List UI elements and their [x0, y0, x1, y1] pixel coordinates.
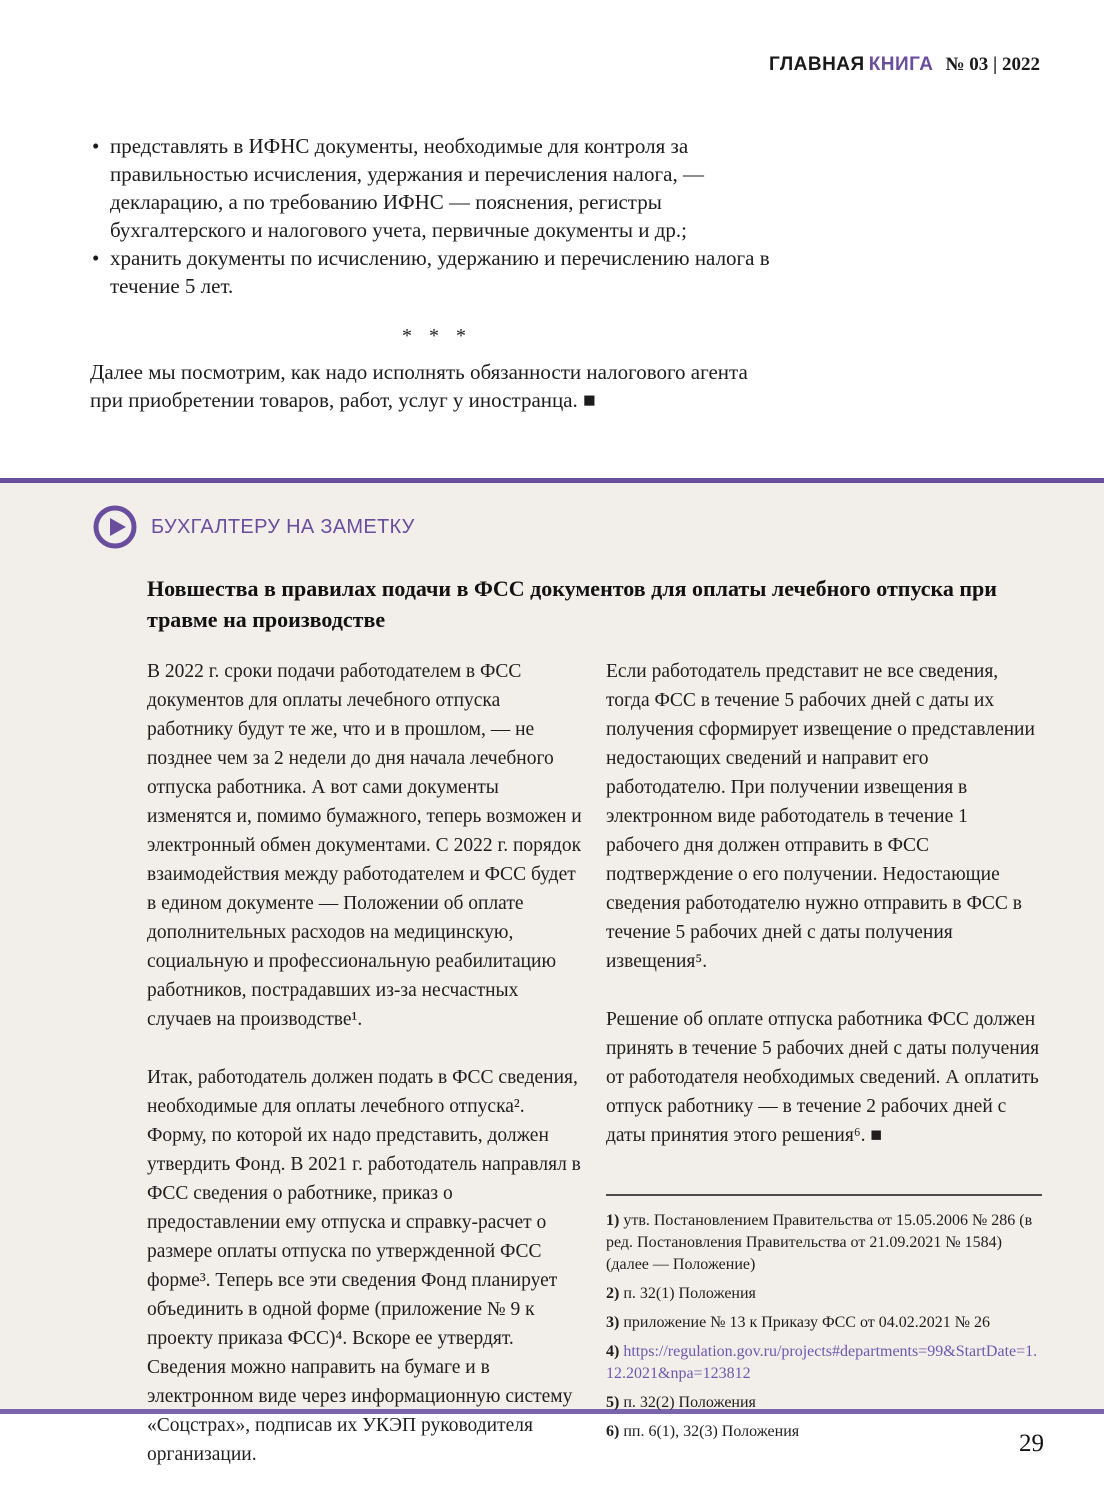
- play-icon: [93, 505, 137, 549]
- issue-number: № 03 | 2022: [945, 54, 1040, 75]
- body-paragraph: Итак, работодатель должен подать в ФСС сведения, необходимые для оплаты лечебного отпуска². Форму, по которой их надо представить, должен утвердить Фонд. В 2021 г. работодатель направлял в ФСС сведения о работнике, приказ о предоставлении ему отпуска и справку-расчет о размере оплаты отпуска по утвержденной ФСС форме³. Теперь все эти сведения Фонд планирует объединить в одной форме (приложение № 9 к проекту приказа ФСС)⁴. Вскоре ее утвердят. Сведения можно направить на бумаге и в электронном виде через информационную систему «Соцстрах», подписав их УКЭП руководителя организации.: [147, 1067, 581, 1465]
- article-columns: [147, 657, 1042, 1469]
- footnote: [606, 1392, 1042, 1414]
- footnote: [606, 1421, 1042, 1443]
- body-paragraph: Решение об оплате отпуска работника ФСС должен принять в течение 5 рабочих дней с даты получения от работодателя необходимых сведений. А оплатить отпуск работнику — в течение 2 рабочих дней с даты принятия этого решения⁶. ■: [606, 1009, 1040, 1146]
- footnotes-block: [606, 1210, 1042, 1443]
- footnote-marker: 3): [606, 1314, 620, 1331]
- footnote: [606, 1210, 1042, 1276]
- section-separator: * * *: [402, 325, 472, 347]
- duty-list: [90, 132, 784, 300]
- footnote-marker: 2): [606, 1285, 620, 1302]
- footnote: [606, 1283, 1042, 1305]
- footnote-text: п. 32(2) Положения: [623, 1394, 756, 1411]
- body-paragraph: В 2022 г. сроки подачи работодателем в ФСС документов для оплаты лечебного отпуска работнику будут те же, что и в прошлом, — не позднее чем за 2 недели до дня начала лечебного отпуска работника. А вот сами документы изменятся и, помимо бумажного, теперь возможен и электронный обмен документами. С 2022 г. порядок взаимодействия между работодателем и ФСС будет в едином документе — Положении об оплате дополнительных расходов на медицинскую, социальную и профессиональную реабилитацию работников, пострадавших из-за несчастных случаев на производстве¹.: [147, 661, 582, 1030]
- list-item: [90, 244, 784, 300]
- footnote-text: пп. 6(1), 32(3) Положения: [623, 1423, 800, 1440]
- footnote-marker: 5): [606, 1394, 620, 1411]
- intro-block: [90, 132, 784, 414]
- footnote-text: приложение № 13 к Приказу ФСС от 04.02.2021 № 26: [623, 1314, 991, 1331]
- footnote-marker: 1): [606, 1212, 620, 1229]
- footnote-marker: 6): [606, 1423, 620, 1440]
- brand-name-black: ГЛАВНАЯ: [769, 54, 865, 75]
- footnote: [606, 1341, 1042, 1385]
- list-item-text: хранить документы по исчислению, удержанию и перечислению налога в течение 5 лет.: [110, 246, 770, 298]
- page-header: [0, 0, 1104, 76]
- article-title: Новшества в правилах подачи в ФСС документов для оплаты лечебного отпуска при травме на производстве: [147, 576, 997, 632]
- closing-paragraph: Далее мы посмотрим, как надо исполнять обязанности налогового агента при приобретении товаров, работ, услуг у иностранца. ■: [90, 360, 748, 412]
- footnotes-divider: [606, 1194, 1042, 1196]
- list-item-text: представлять в ИФНС документы, необходимые для контроля за правильностью исчисления, удержания и перечисления налога, — декларацию, а по требованию ИФНС — пояснения, регистры бухгалтерского и налогового учета, первичные документы и др.;: [110, 134, 704, 242]
- footnote-marker: 4): [606, 1343, 620, 1360]
- page-number: 29: [1019, 1430, 1044, 1457]
- list-item: [90, 132, 784, 244]
- brand-name-purple: КНИГА: [868, 54, 934, 75]
- footnote: [606, 1312, 1042, 1334]
- body-paragraph: Если работодатель представит не все сведения, тогда ФСС в течение 5 рабочих дней с даты их получения сформирует извещение о представлении недостающих сведений и направит его работодателю. При получении извещения в электронном виде работодатель в течение 1 рабочего дня должен отправить в ФСС подтверждение о его получении. Недостающие сведения работодателю нужно отправить в ФСС в течение 5 рабочих дней с даты получения извещения⁵.: [606, 661, 1035, 972]
- left-column: [147, 657, 587, 1469]
- regulation-link[interactable]: https://regulation.gov.ru/projects#departments=99&StartDate=1.12.2021&npa=123812: [606, 1343, 1038, 1382]
- section-kicker: БУХГАЛТЕРУ НА ЗАМЕТКУ: [151, 515, 415, 538]
- kicker-row: [93, 505, 1104, 549]
- footnote-text: утв. Постановлением Правительства от 15.05.2006 № 286 (в ред. Постановления Правительства от 21.09.2021 № 1584) (далее — Положение): [606, 1212, 1033, 1273]
- right-column: [606, 657, 1042, 1469]
- footnote-text: п. 32(1) Положения: [623, 1285, 756, 1302]
